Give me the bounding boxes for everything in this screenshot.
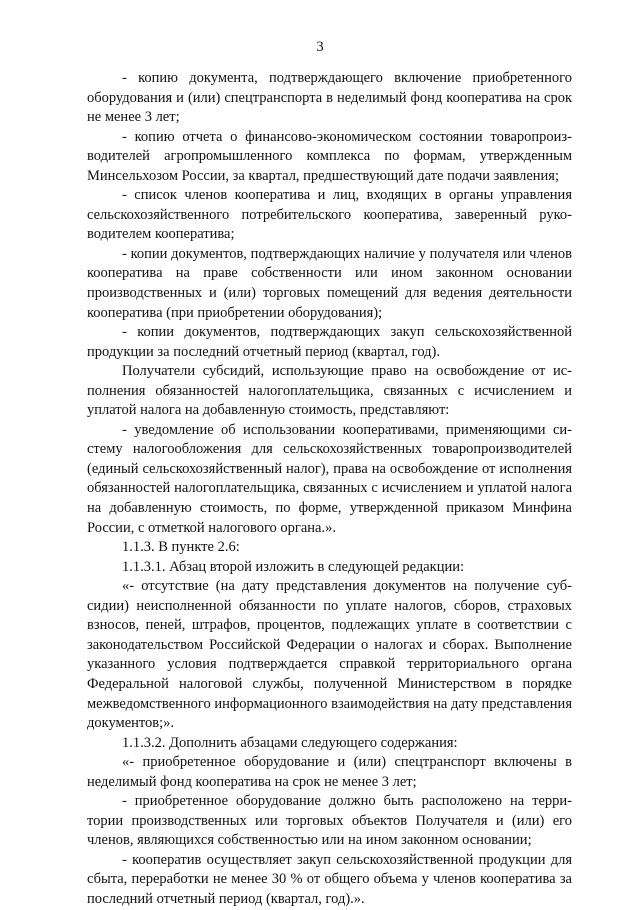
subsection-heading: 1.1.3.1. Абзац второй изложить в следующей редакции: [122,558,465,575]
paragraph: «- отсутствие (на дату представления документов на получение субсидии) неисполненной обязанности по уплате налогов, сборов, страховых взносов, пеней, штрафов, процентов, подлежащих уплате в соответствии с законодательством Российской Федерации о налогах и сборах. Выполнение указанного условия подтверждается справкой территориального органа Федеральной налоговой службы, полученной Министерством в порядке межведомственного информационного взаимодействия на дату представления документов;». [87,578,572,732]
paragraph: - копии документов, подтверждающих наличие у получателя или членов кооператива на праве собственности или ином законном основании производственных и (или) торговых помещений для ведения деятельности кооператива (при приобретении оборудования); [87,245,572,321]
paragraph: - копии документов, подтверждающих закуп сельскохозяйственной продукции за последний отчетный период (квартал, год). [87,324,572,360]
paragraph: - копию отчета о финансово-экономическом состоянии товаропроизводителей агропромышленного комплекса по формам, утвержденным Минсельхозом России, за квартал, предшествующий дате подачи заявления; [87,128,572,184]
paragraph: Получатели субсидий, использующие право на освобождение от исполнения обязанностей налогоплательщика, связанных с исчислением и уплатой налога на добавленную стоимость, представляют: [87,363,572,419]
paragraph: - кооператив осуществляет закуп сельскохозяйственной продукции для сбыта, переработки не менее 30 % от общего объема у членов кооператива за последний отчетный период (квартал, год).». [87,851,572,907]
document-body [87,69,572,910]
subsection-heading: 1.1.3.2. Дополнить абзацами следующего содержания: [122,734,458,751]
page-number: 3 [316,39,324,55]
section-heading: 1.1.3. В пункте 2.6: [122,539,240,556]
paragraph: - уведомление об использовании кооперативами, применяющими систему налогообложения для сельскохозяйственных товаропроизводителей (единый сельскохозяйственный налог), права на освобождение от исполнения обязанностей налогоплательщика, связанных с исчислением и уплатой налога на добавленную стоимость, по форме, утвержденной приказом Минфина России, с отметкой налогового органа.». [87,421,572,536]
paragraph: - копию документа, подтверждающего включение приобретенного оборудования и (или) спецтранспорта в неделимый фонд кооператива на срок не менее 3 лет; [87,70,572,126]
paragraph: - приобретенное оборудование должно быть расположено на территории производственных или торговых объектов Получателя и (или) его членов, являющихся собственностью или на ином законном основании; [87,793,572,849]
paragraph: - список членов кооператива и лиц, входящих в органы управления сельскохозяйственного потребительского кооператива, заверенный руководителем кооператива; [87,187,572,243]
paragraph: «- приобретенное оборудование и (или) спецтранспорт включены в неделимый фонд кооператива на срок не менее 3 лет; [87,754,572,790]
